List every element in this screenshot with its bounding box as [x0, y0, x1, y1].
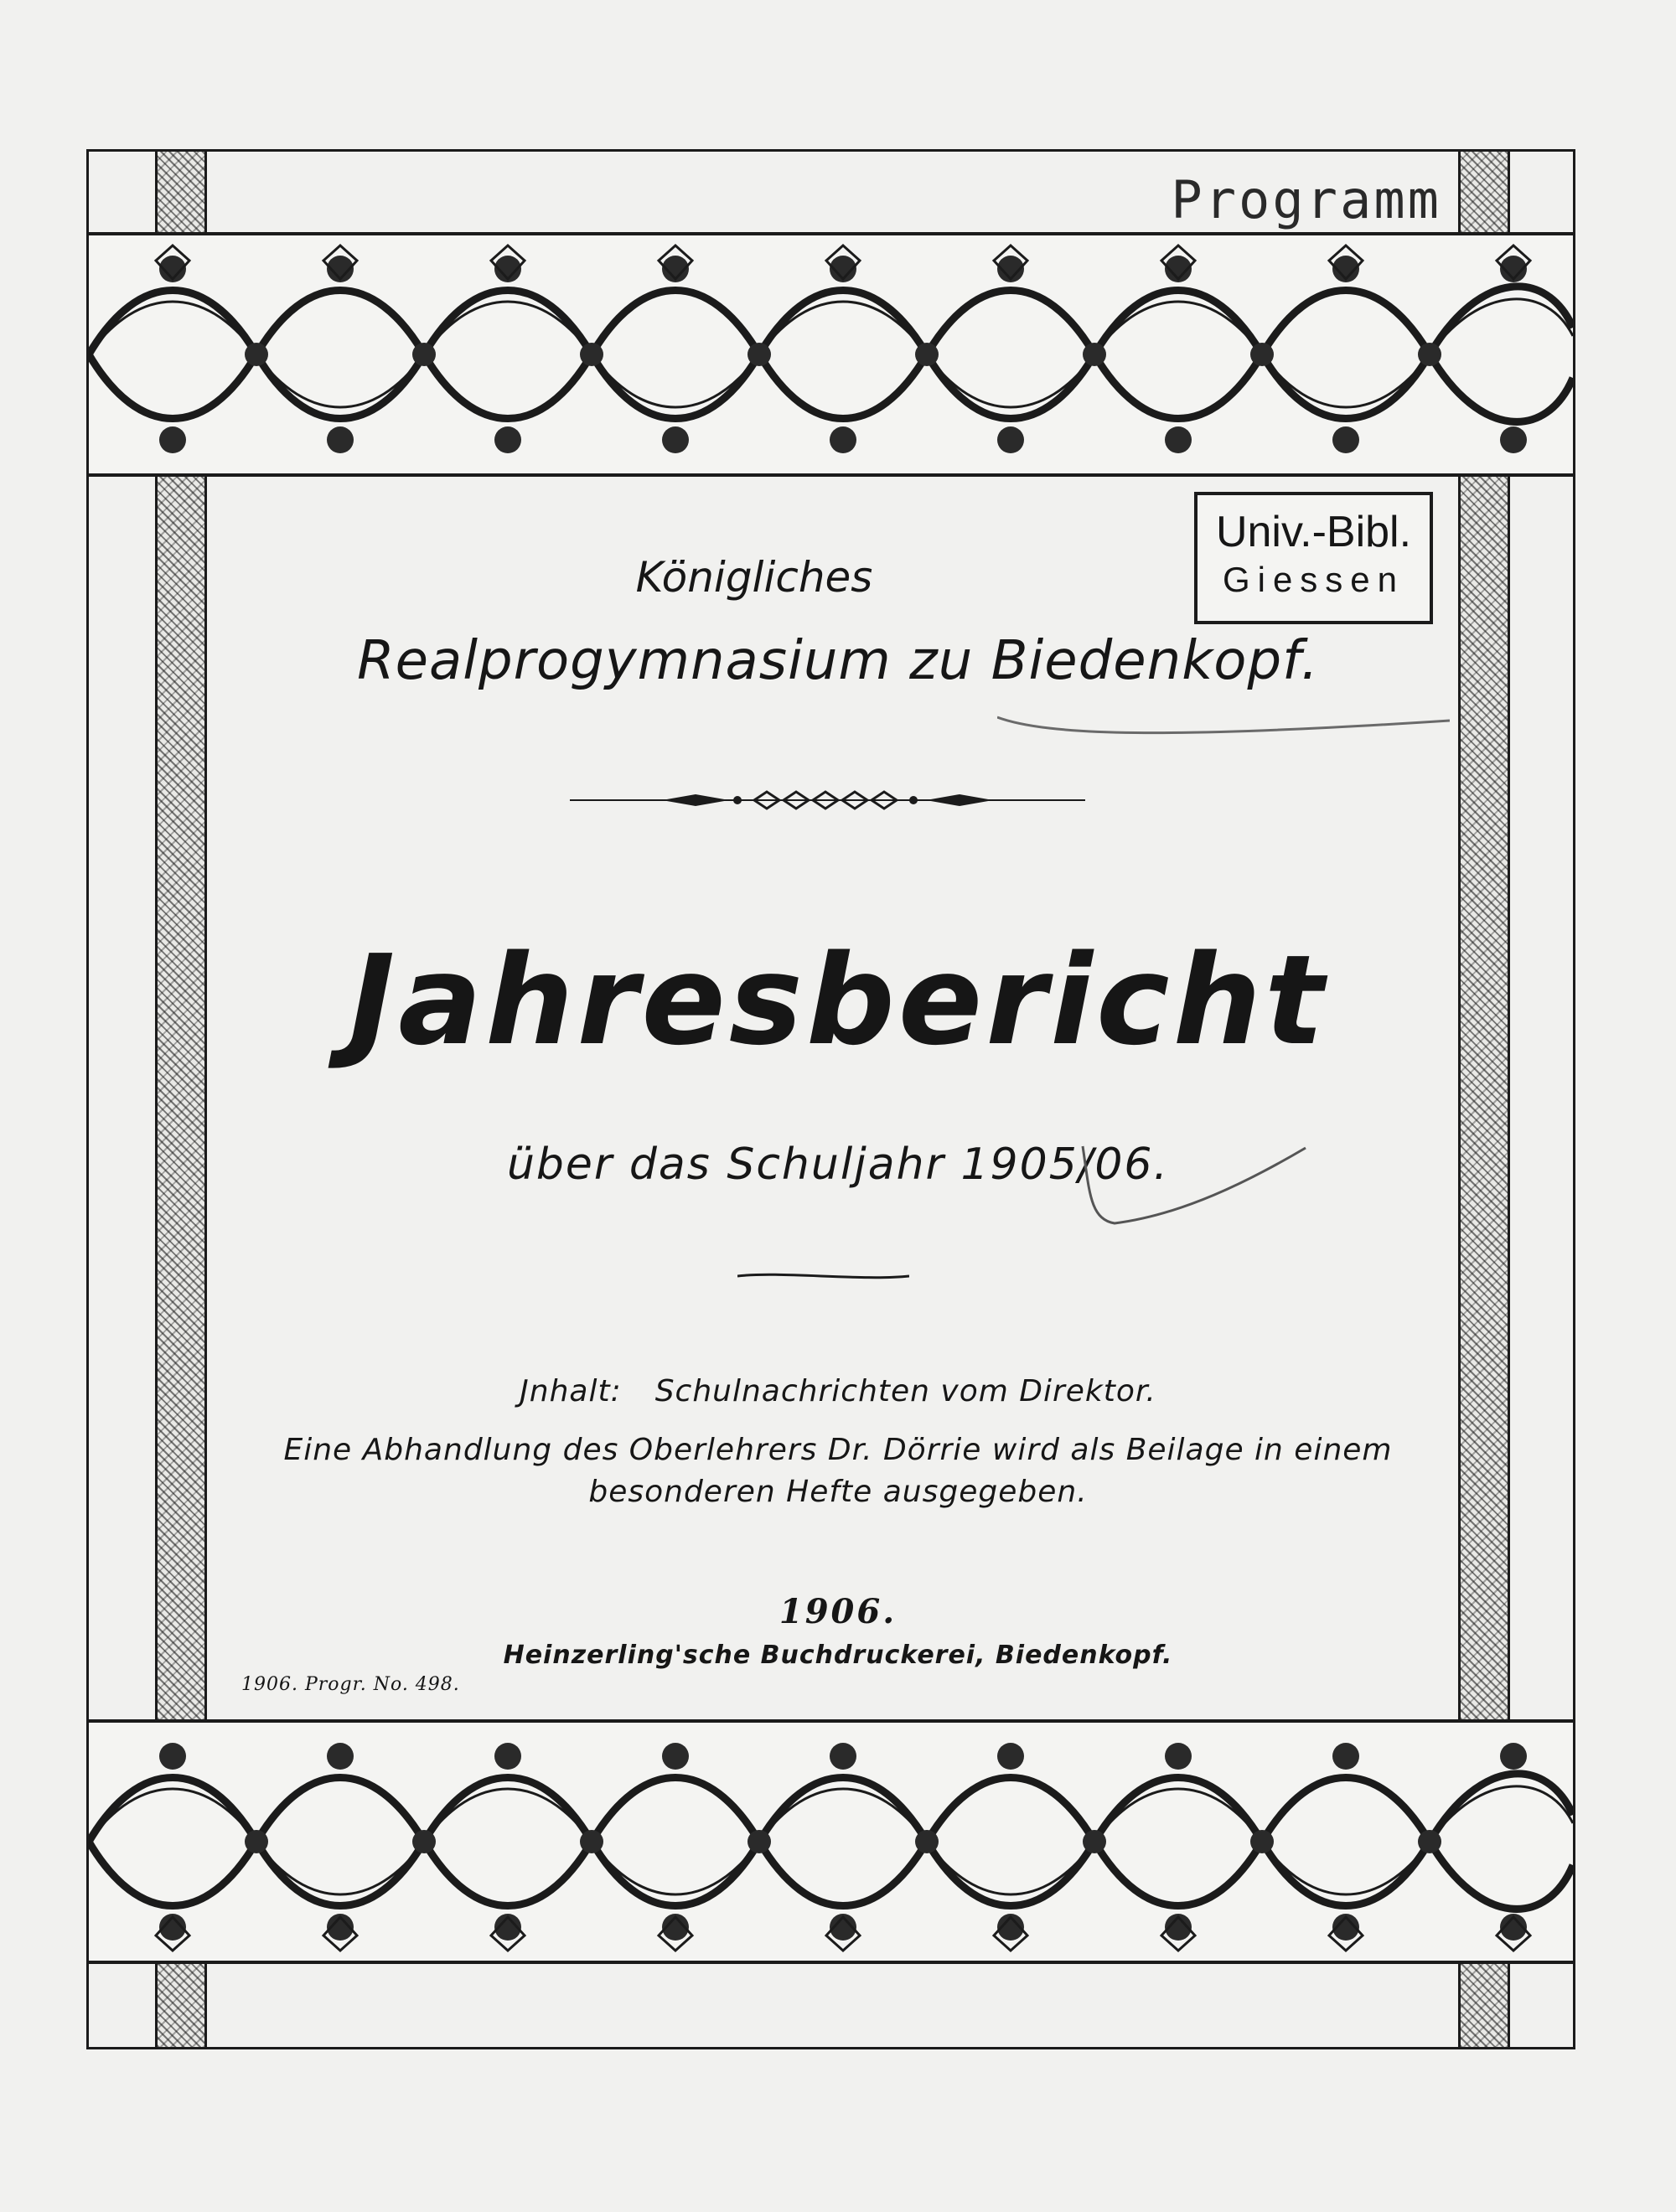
pattern-strip-top-left [155, 152, 207, 232]
title-prefix: Königliches [635, 553, 873, 602]
main-title: Jahresbericht [349, 928, 1327, 1072]
program-number: 1906. Progr. No. 498. [241, 1674, 460, 1695]
pencil-underline [997, 711, 1450, 744]
pattern-strip-left [155, 477, 207, 1719]
ornamental-divider [570, 788, 1085, 813]
pattern-strip-bottom-right [1458, 1964, 1510, 2047]
pattern-strip-top-right [1458, 152, 1510, 232]
contents-label: Jnhalt: [520, 1374, 622, 1408]
ornamental-band-bottom [89, 1719, 1573, 1964]
library-stamp-line1: Univ.-Bibl. [1215, 508, 1412, 556]
pattern-strip-bottom-left [155, 1964, 207, 2047]
supplement-note-line2: besonderen Hefte ausgegeben. [588, 1475, 1088, 1509]
contents-line [210, 1374, 1466, 1408]
vine-ornament-bottom [89, 1723, 1573, 1961]
subtitle: über das Schuljahr 1905/06. [506, 1140, 1170, 1190]
publication-year: 1906. [779, 1592, 897, 1631]
printer-name: Heinzerling'sche Buchdruckerei, Biedenkopf. [503, 1641, 1173, 1670]
library-stamp-line2: Giessen [1222, 560, 1405, 599]
vine-ornament-top [89, 235, 1573, 473]
pencil-mark [1081, 1140, 1307, 1232]
short-divider [737, 1269, 909, 1283]
supplement-note-line1: Eine Abhandlung des Oberlehrers Dr. Dörrie wird als Beilage in einem [283, 1433, 1393, 1467]
ornamental-band-top [89, 232, 1573, 477]
contents-text: Schulnachrichten vom Direktor. [654, 1374, 1156, 1408]
school-name: Realprogymnasium zu Biedenkopf. [357, 630, 1319, 692]
program-label: Programm [1171, 169, 1441, 230]
